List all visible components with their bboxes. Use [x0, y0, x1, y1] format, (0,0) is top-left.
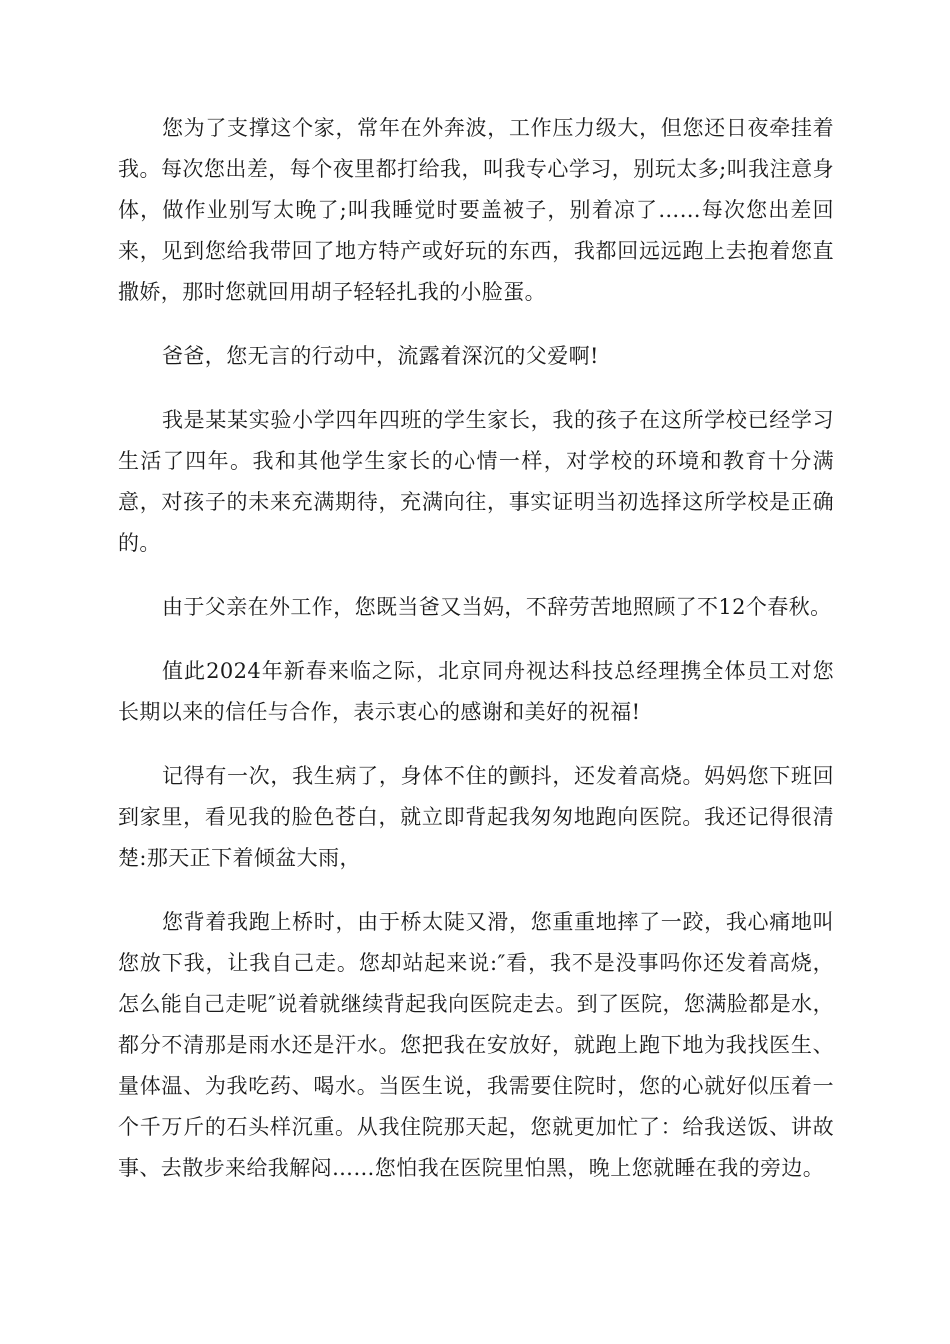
paragraph-3: 我是某某实验小学四年四班的学生家长，我的孩子在这所学校已经学习生活了四年。我和其他学生家长的心情一样，对学校的环境和教育十分满意，对孩子的未来充满期待，充满向往，事实证明当初选择这所学校是正确的。 — [118, 408, 834, 555]
document-body — [118, 108, 834, 1212]
paragraph-5: 值此2024年新春来临之际，北京同舟视达科技总经理携全体员工对您长期以来的信任与合作，表示衷心的感谢和美好的祝福! — [118, 659, 834, 724]
paragraph-6: 记得有一次，我生病了，身体不住的颤抖，还发着高烧。妈妈您下班回到家里，看见我的脸色苍白，就立即背起我匆匆地跑向医院。我还记得很清楚:那天正下着倾盆大雨， — [118, 764, 834, 870]
paragraph-1: 您为了支撑这个家，常年在外奔波，工作压力级大，但您还日夜牵挂着我。每次您出差，每个夜里都打给我，叫我专心学习，别玩太多;叫我注意身体，做作业别写太晚了;叫我睡觉时要盖被子，别着凉了……每次您出差回来，见到您给我带回了地方特产或好玩的东西，我都回远远跑上去抱着您直撒娇，那时您就回用胡子轻轻扎我的小脸蛋。 — [118, 116, 834, 304]
paragraph-7: 您背着我跑上桥时，由于桥太陡又滑，您重重地摔了一跤，我心痛地叫您放下我，让我自己走。您却站起来说:″看，我不是没事吗你还发着高烧，怎么能自己走呢″说着就继续背起我向医院走去。到了医院，您满脸都是水，都分不清那是雨水还是汗水。您把我在安放好，就跑上跑下地为我找医生、量体温、为我吃药、喝水。当医生说，我需要住院时，您的心就好似压着一个千万斤的石头样沉重。从我住院那天起，您就更加忙了：给我送饭、讲故事、去散步来给我解闷……您怕我在医院里怕黑，晚上您就睡在我的旁边。 — [118, 910, 834, 1180]
paragraph-4: 由于父亲在外工作，您既当爸又当妈，不辞劳苦地照顾了不12个春秋。 — [162, 595, 832, 619]
paragraph-2: 爸爸，您无言的行动中，流露着深沉的父爱啊! — [162, 344, 599, 368]
